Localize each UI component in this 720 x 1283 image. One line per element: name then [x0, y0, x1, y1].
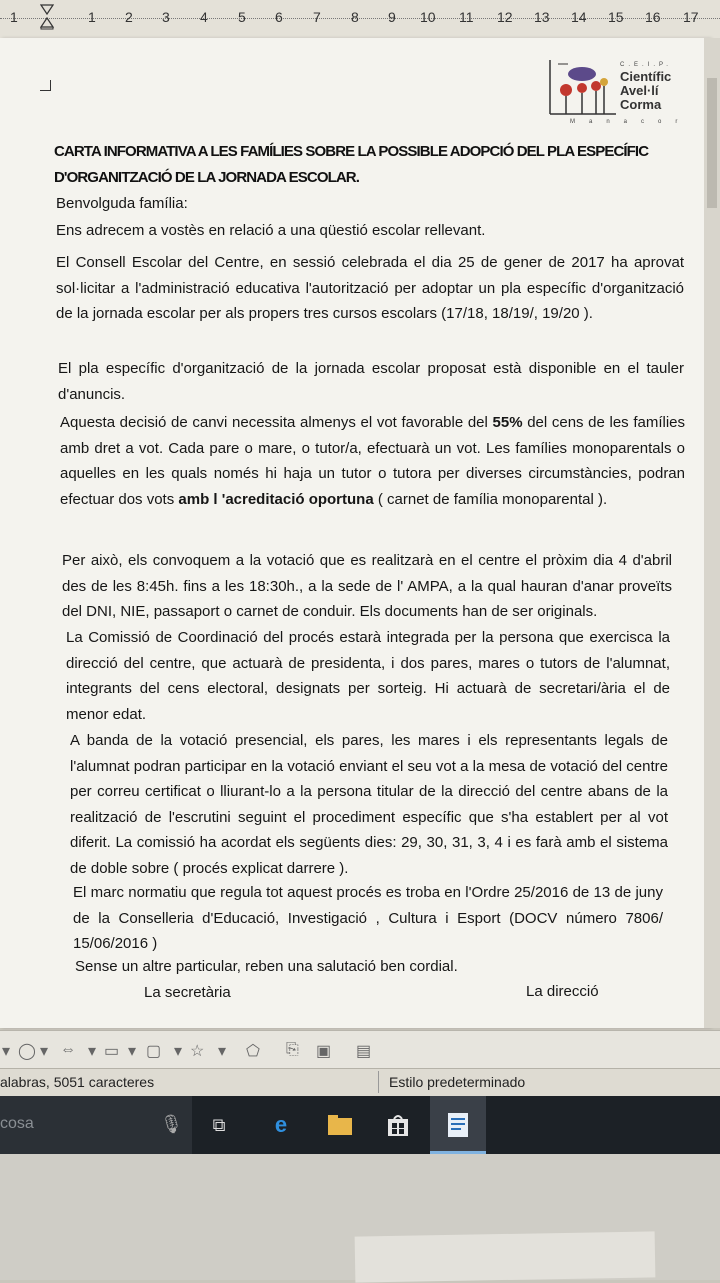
file-explorer-icon[interactable] — [325, 1110, 355, 1140]
ruler-tick: 11 — [459, 9, 474, 25]
dropdown-arrow-icon[interactable]: ▾ — [88, 1043, 97, 1060]
extrusion-icon[interactable]: ▤ — [356, 1043, 372, 1060]
horizontal-ruler[interactable] — [0, 0, 720, 39]
vertical-scrollbar[interactable] — [704, 38, 720, 1028]
taskbar-search-box[interactable] — [0, 1096, 192, 1154]
taskbar — [0, 1096, 720, 1154]
indent-marker-icon[interactable] — [40, 4, 54, 30]
document-page[interactable] — [0, 38, 710, 1028]
callout-icon[interactable]: ▢ — [146, 1043, 162, 1060]
greeting: Benvolguda família: — [56, 195, 188, 212]
dropdown-arrow-icon[interactable]: ▾ — [128, 1043, 137, 1060]
paragraph-comissio: La Comissió de Coordinació del procés estarà integrada per la persona que exercisca la direcció del centre, que actuarà de presidenta, i dos pares, mares o tutors de l'alumnat, integrants del cens electoral, designats per sorteig. Hi actuarà de secretari/ària el de menor edat. — [66, 629, 670, 723]
edge-icon[interactable]: e — [274, 1112, 288, 1137]
paragraph-consell: El Consell Escolar del Centre, en sessió celebrada el dia 25 de gener de 2017 ha aprovat sol·licitar a l'administració educativa l'autorització per adoptar un pla específic d'organització de la jornada escolar per als propers tres cursos escolars (17/18, 18/19/, 19/20 ). — [56, 254, 684, 322]
ruler-tick: 2 — [125, 9, 133, 25]
ruler-tick: 14 — [571, 9, 587, 25]
logo-graphic-icon — [548, 58, 618, 118]
closing-line: Sense un altre particular, reben una salutació ben cordial. — [75, 958, 458, 975]
ruler-tick: 3 — [162, 9, 170, 25]
vot-text-c: ( carnet de família monoparental ). — [373, 490, 608, 508]
ruler-tick: 7 — [313, 9, 321, 25]
fontwork-icon[interactable]: ⎘ — [286, 1041, 299, 1058]
drawing-toolbar — [0, 1030, 720, 1069]
points-icon[interactable]: ⬠ — [246, 1043, 260, 1060]
signature-secretaria: La secretària — [144, 984, 231, 1001]
flowchart-icon[interactable]: ▭ — [104, 1043, 120, 1060]
intro-line: Ens adrecem a vostès en relació a una qüestió escolar rellevant. — [56, 222, 486, 239]
page-corner-mark — [40, 80, 51, 91]
status-bar — [0, 1068, 720, 1097]
dropdown-arrow-icon[interactable]: ▾ — [174, 1043, 183, 1060]
ruler-tick: 12 — [497, 9, 513, 25]
desk-background — [0, 1154, 720, 1280]
vot-text-a: Aquesta decisió de canvi necessita almenys el vot favorable del — [60, 414, 493, 431]
ruler-tick: 1 — [10, 9, 18, 25]
ruler-tick: 1 — [88, 9, 96, 25]
dropdown-arrow-icon[interactable]: ▾ — [40, 1043, 49, 1060]
star-shapes-icon[interactable]: ☆ — [190, 1043, 205, 1060]
ruler-tick: 8 — [351, 9, 359, 25]
logo-line-avelli: Avel·lí — [620, 83, 659, 98]
paper-on-desk — [355, 1231, 656, 1282]
task-view-icon[interactable]: ⧉ — [212, 1115, 226, 1135]
ruler-tick: 9 — [388, 9, 396, 25]
paragraph-vot — [60, 410, 685, 512]
document-title: CARTA INFORMATIVA A LES FAMÍLIES SOBRE LA POSSIBLE ADOPCIÓ DEL PLA ESPECÍFIC D'ORGANITZACIÓ DE LA JORNADA ESCOLAR. — [54, 143, 649, 186]
writer-icon[interactable] — [443, 1110, 473, 1140]
status-separator — [378, 1071, 379, 1093]
logo-line-manacor: Manacor — [570, 119, 692, 125]
paragraph-marc-normatiu: El marc normatiu que regula tot aquest procés es troba en l'Ordre 25/2016 de 13 de juny de la Conselleria d'Educació, Investigació , Cultura i Esport (DOCV número 7806/ 15/06/2016 ) — [73, 884, 663, 952]
word-count: alabras, 5051 caracteres — [0, 1074, 155, 1090]
ruler-tick: 6 — [275, 9, 283, 25]
school-logo — [546, 56, 692, 128]
ruler-tick: 5 — [238, 9, 246, 25]
signature-direccio: La direcció — [526, 983, 599, 1000]
microphone-icon[interactable]: 🎙 — [160, 1114, 183, 1134]
ruler-tick: 10 — [420, 9, 436, 25]
scrollbar-thumb[interactable] — [707, 78, 717, 208]
vot-text-b: del cens de les famílies amb dret a vot. Cada pare o mare, o tutor/a, efectuarà un vot. Les famílies monoparentals o aquelles en les quals només hi haja un tutor o tutora per diverses circumstàncies, podran efectuar dos vots — [60, 414, 686, 508]
ruler-tick: 16 — [645, 9, 661, 25]
ruler-tick: 4 — [200, 9, 208, 25]
dropdown-arrow-icon[interactable]: ▾ — [2, 1043, 11, 1060]
ruler-tick: 17 — [683, 9, 699, 25]
logo-line-corma: Corma — [620, 97, 662, 112]
paragraph-convocatoria: Per això, els convoquem a la votació que es realitzarà en el centre el pròxim dia 4 d'abril des de les 8:45h. fins a les 18:30h., a la sede de l' AMPA, a la qual hauran d'anar proveïts del DNI, NIE, passaport o carnet de conduir. Els documents han de ser originals. — [62, 552, 672, 620]
circle-shape-icon[interactable]: ◯ — [18, 1043, 36, 1060]
search-placeholder: cosa — [0, 1115, 34, 1132]
store-icon[interactable] — [383, 1110, 413, 1140]
logo-line-cientific: Científic — [620, 69, 672, 84]
logo-line-ceip: C.E.I.P. — [620, 62, 672, 68]
dropdown-arrow-icon[interactable]: ▾ — [218, 1043, 227, 1060]
ruler-tick: 15 — [608, 9, 624, 25]
ruler-tick: 13 — [534, 9, 550, 25]
paragraph-vot-diferit: A banda de la votació presencial, els pares, les mares i els representants legals de l'alumnat podran participar en la votació enviant el seu vot a la mesa de votació del centre per correu certificat o lliurant-lo a la persona titular de la direcció del centre abans de la realització de l'escrutini seguint el procediment específic que s'ha establert per al vot diferit. La comissió ha acordat els següents dies: 29, 30, 31, 3, 4 i es farà amb el sistema de doble sobre ( procés explicat darrere ). — [70, 732, 668, 877]
vot-acreditacio: amb l 'acreditació oportuna — [178, 490, 374, 508]
arrow-shapes-icon[interactable]: ⇔ — [60, 1041, 76, 1058]
vot-percentage: 55% — [492, 414, 523, 431]
paragraph-pla: El pla específic d'organització de la jornada escolar proposat està disponible en el tauler d'anuncis. — [58, 360, 684, 403]
insert-image-icon[interactable]: ▣ — [316, 1043, 332, 1060]
page-style[interactable]: Estilo predeterminado — [389, 1074, 526, 1090]
